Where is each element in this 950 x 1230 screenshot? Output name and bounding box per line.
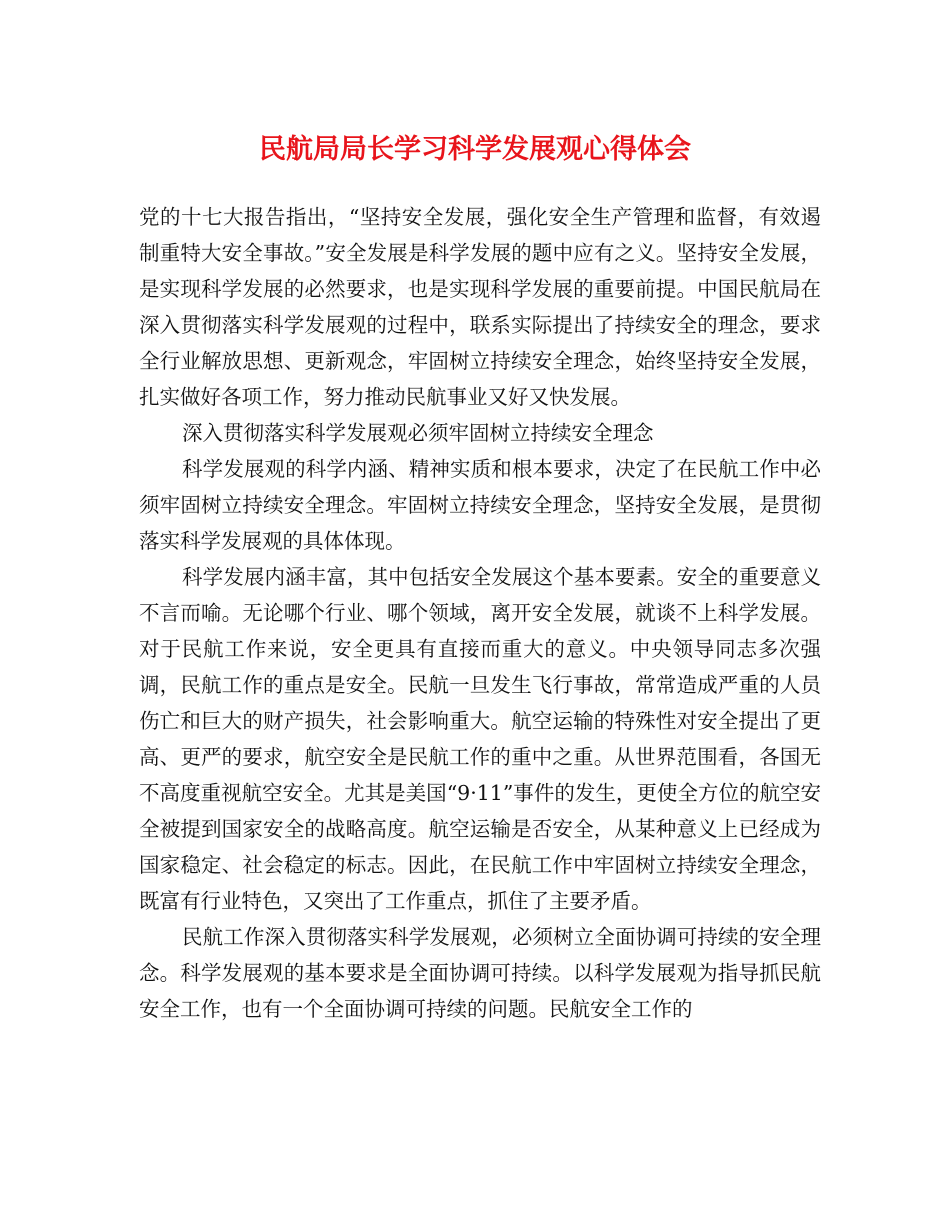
document-body (139, 199, 821, 1027)
paragraph-safety-importance: 科学发展内涵丰富，其中包括安全发展这个基本要素。安全的重要意义不言而喻。无论哪个行业、哪个领域，离开安全发展，就谈不上科学发展。对于民航工作来说，安全更具有直接而重大的意义。中央领导同志多次强调，民航工作的重点是安全。民航一旦发生飞行事故，常常造成严重的人员伤亡和巨大的财产损失，社会影响重大。航空运输的特殊性对安全提出了更高、更严的要求，航空安全是民航工作的重中之重。从世界范围看，各国无不高度重视航空安全。尤其是美国“9·11”事件的发生，更使全方位的航空安全被提到国家安全的战略高度。航空运输是否安全，从某种意义上已经成为国家稳定、社会稳定的标志。因此，在民航工作中牢固树立持续安全理念，既富有行业特色，又突出了工作重点，抓住了主要矛盾。 (139, 565, 821, 913)
paragraph-connotation: 科学发展观的科学内涵、精神实质和根本要求，决定了在民航工作中必须牢固树立持续安全理念。牢固树立持续安全理念，坚持安全发展，是贯彻落实科学发展观的具体体现。 (139, 457, 821, 553)
paragraph-sustainable-safety: 民航工作深入贯彻落实科学发展观，必须树立全面协调可持续的安全理念。科学发展观的基本要求是全面协调可持续。以科学发展观为指导抓民航安全工作，也有一个全面协调可持续的问题。民航安全工作的 (139, 925, 821, 1021)
document-title: 民航局局长学习科学发展观心得体会 (259, 134, 691, 165)
section-heading: 深入贯彻落实科学发展观必须牢固树立持续安全理念 (182, 421, 654, 445)
paragraph-intro: 党的十七大报告指出，“坚持安全发展，强化安全生产管理和监督，有效遏制重特大安全事故。”安全发展是科学发展的题中应有之义。坚持安全发展，是实现科学发展的必然要求，也是实现科学发展的重要前提。中国民航局在深入贯彻落实科学发展观的过程中，联系实际提出了持续安全的理念，要求全行业解放思想、更新观念，牢固树立持续安全理念，始终坚持安全发展，扎实做好各项工作，努力推动民航事业又好又快发展。 (139, 205, 821, 409)
